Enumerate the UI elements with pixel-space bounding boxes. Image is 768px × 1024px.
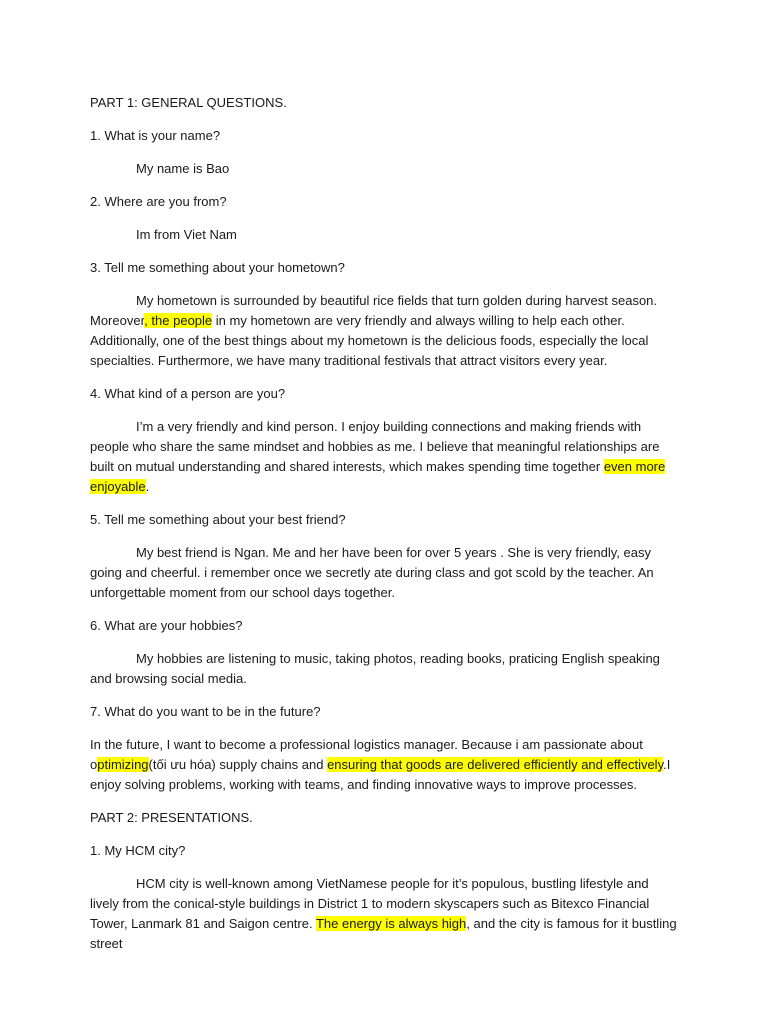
part2-heading: PART 2: PRESENTATIONS. xyxy=(90,810,253,825)
presentation-1-title: 1. My HCM city? xyxy=(90,843,186,858)
question-6: 6. What are your hobbies? xyxy=(90,618,243,633)
presentation-1-text-2: , and the city is famous for it bustling street xyxy=(90,916,677,951)
answer-3-text-1: My hometown is surrounded by beautiful rice fields that turn golden during harvest season. Moreover xyxy=(90,293,658,328)
answer-7-text-1: In the future, I want to become a professional logistics manager. Because i am passionate about o xyxy=(90,737,643,772)
answer-2: Im from Viet Nam xyxy=(136,227,237,242)
document-body xyxy=(90,93,680,967)
presentation-1-highlight-1: The energy is always high xyxy=(315,916,467,931)
answer-4-text-2: . xyxy=(145,479,150,494)
answer-7-text-2: (tối ưu hóa) supply chains and xyxy=(148,757,328,772)
presentation-1-text-1: HCM city is well-known among VietNamese people for it’s populous, bustling lifestyle and lively from the conical-style buildings in District 1 to modern skyscapers such as Bitexco Financial Tower, Lanmark 81 and Saigon centre. xyxy=(90,876,650,931)
question-4: 4. What kind of a person are you? xyxy=(90,386,286,401)
answer-3-highlight-1: , the people xyxy=(144,313,213,328)
answer-3 xyxy=(90,291,680,371)
question-3: 3. Tell me something about your hometown? xyxy=(90,260,345,275)
answer-3-text-2: in my hometown are very friendly and always willing to help each other. Additionally, one of the best things about my hometown is the delicious foods, especially the local specialties. Furthermore, we have many traditional festivals that attract visitors every year. xyxy=(90,313,649,368)
answer-6: My hobbies are listening to music, taking photos, reading books, praticing English speaking and browsing social media. xyxy=(90,651,660,686)
part1-heading: PART 1: GENERAL QUESTIONS. xyxy=(90,95,287,110)
answer-1: My name is Bao xyxy=(136,161,230,176)
question-2: 2. Where are you from? xyxy=(90,194,227,209)
presentation-1-body xyxy=(90,874,680,954)
answer-7 xyxy=(90,735,680,795)
answer-5: My best friend is Ngan. Me and her have been for over 5 years . She is very friendly, easy going and cheerful. i remember once we secretly ate during class and got scold by the teacher. An unforgettable moment from our school days together. xyxy=(90,545,654,600)
answer-7-highlight-2: ensuring that goods are delivered efficiently and effectively xyxy=(327,757,664,772)
question-5: 5. Tell me something about your best friend? xyxy=(90,512,346,527)
answer-7-highlight-1: ptimizing xyxy=(97,757,149,772)
question-1: 1. What is your name? xyxy=(90,128,221,143)
answer-4-text-1: I’m a very friendly and kind person. I enjoy building connections and making friends with people who share the same mindset and hobbies as me. I believe that meaningful relationships are built on mutual understanding and shared interests, which makes spending time together xyxy=(90,419,660,474)
answer-7-text-3: .I enjoy solving problems, working with teams, and finding innovative ways to improve processes. xyxy=(90,757,671,792)
answer-4 xyxy=(90,417,680,497)
question-7: 7. What do you want to be in the future? xyxy=(90,704,321,719)
answer-4-highlight-1: even more enjoyable xyxy=(90,459,666,494)
